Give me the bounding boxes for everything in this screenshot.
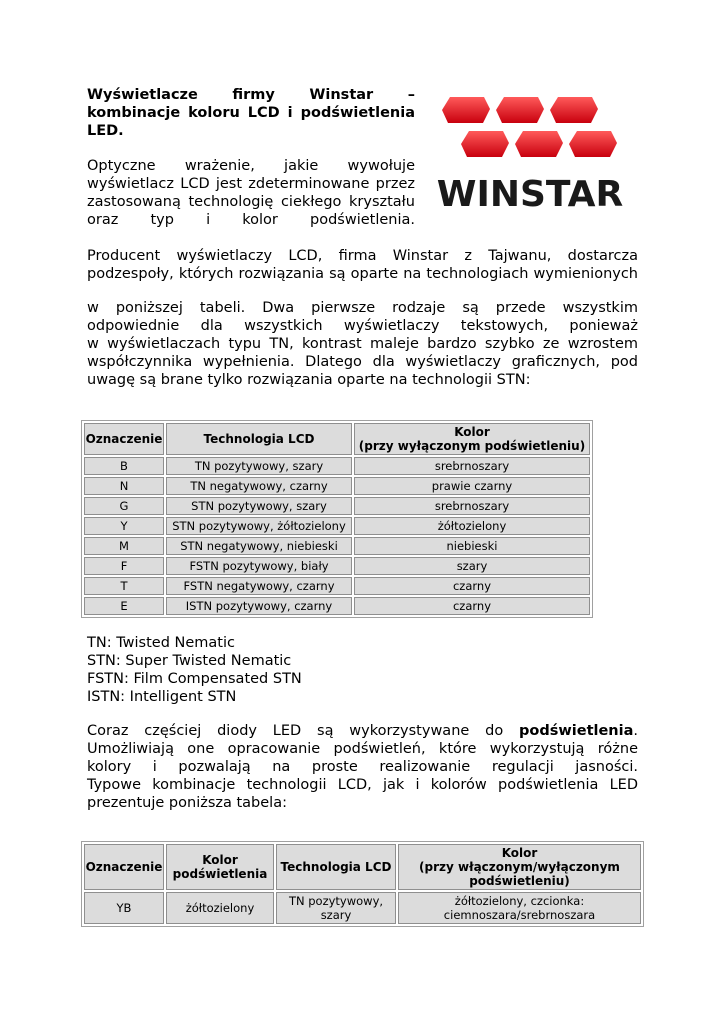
logo-diamond	[496, 97, 544, 123]
cell-line: szary	[320, 908, 352, 922]
abbreviation-item: TN: Twisted Nematic	[87, 635, 235, 651]
col-header-designation: Oznaczenie	[84, 844, 164, 890]
cell-line: TN pozytywowy,	[288, 894, 384, 908]
cell-technology	[276, 892, 396, 924]
text-fragment: .	[633, 723, 638, 739]
table-row	[84, 497, 590, 515]
logo-diamond	[461, 131, 509, 157]
table-row	[84, 537, 590, 555]
table-header-row	[84, 844, 641, 890]
abbreviation-item: FSTN: Film Compensated STN	[87, 671, 302, 687]
intro-paragraph: Optyczne wrażenie, jakie wywołuje wyświetlacz LCD jest zdeterminowane przez zastosowaną technologię ciekłego kryształu oraz typ i kolor podświetlenia.	[87, 158, 415, 228]
paragraph-technologies	[87, 299, 638, 389]
col-header-technology: Technologia LCD	[166, 423, 352, 455]
col-header-technology: Technologia LCD	[276, 844, 396, 890]
cell-technology: STN negatywowy, niebieski	[166, 537, 352, 555]
text-line: w poniższej tabeli. Dwa pierwsze rodzaje są przede wszystkim	[87, 300, 638, 316]
logo-diamond	[550, 97, 598, 123]
text-line: kolory i pozwalają na proste realizowanie regulacji jasności.	[87, 759, 638, 775]
logo-wordmark: WINSTAR	[436, 174, 624, 212]
logo-diamond	[569, 131, 617, 157]
col-header-color-line2: (przy wyłączonym podświetleniu)	[358, 439, 586, 453]
abbreviation-item: ISTN: Intelligent STN	[87, 689, 237, 705]
abbreviation-list	[87, 634, 302, 706]
header-line: Kolor	[202, 853, 238, 867]
cell-designation: B	[84, 457, 164, 475]
text-line: prezentuje poniższa tabela:	[87, 795, 287, 811]
header-line: (przy włączonym/wyłączonym	[419, 860, 620, 874]
cell-color: prawie czarny	[354, 477, 590, 495]
cell-backlight-color: żółtozielony	[166, 892, 274, 924]
text-fragment: Coraz częściej diody LED są wykorzystywane do	[87, 723, 520, 739]
col-header-color-line1: Kolor	[454, 425, 490, 439]
table-row	[84, 577, 590, 595]
cell-color	[398, 892, 641, 924]
text-line: Producent wyświetlaczy LCD, firma Winstar z Tajwanu, dostarcza	[87, 248, 638, 264]
cell-designation: YB	[84, 892, 164, 924]
cell-designation: F	[84, 557, 164, 575]
bold-term: podświetlenia	[519, 723, 634, 739]
text-line: uwagę są brane tylko rozwiązania oparte na technologii STN:	[87, 372, 531, 388]
header-line: podświetleniu)	[469, 874, 570, 888]
cell-technology: ISTN pozytywowy, czarny	[166, 597, 352, 615]
cell-technology: TN pozytywowy, szary	[166, 457, 352, 475]
table-row	[84, 557, 590, 575]
paragraph-producer	[87, 247, 638, 283]
text-line: Umożliwiają one opracowanie podświetleń, które wykorzystują różne	[87, 741, 638, 757]
text-line: odpowiednie dla wszystkich wyświetlaczy tekstowych, ponieważ	[87, 318, 638, 334]
cell-designation: G	[84, 497, 164, 515]
winstar-logo	[428, 88, 632, 212]
cell-designation: T	[84, 577, 164, 595]
cell-color: srebrnoszary	[354, 457, 590, 475]
cell-color: srebrnoszary	[354, 497, 590, 515]
logo-diamond	[515, 131, 563, 157]
cell-technology: STN pozytywowy, żółtozielony	[166, 517, 352, 535]
cell-technology: FSTN pozytywowy, biały	[166, 557, 352, 575]
table-row	[84, 892, 641, 924]
logo-diamonds	[442, 97, 617, 157]
logo-diamond	[442, 97, 490, 123]
cell-technology: FSTN negatywowy, czarny	[166, 577, 352, 595]
cell-designation: M	[84, 537, 164, 555]
text-line: w wyświetlaczach typu TN, kontrast maleje bardzo szybko ze wzrostem	[87, 336, 638, 352]
abbreviation-item: STN: Super Twisted Nematic	[87, 653, 292, 669]
header-line: podświetlenia	[172, 867, 268, 881]
table-row	[84, 517, 590, 535]
cell-designation: E	[84, 597, 164, 615]
lcd-technology-table	[81, 420, 593, 618]
cell-color: żółtozielony	[354, 517, 590, 535]
col-header-color	[398, 844, 641, 890]
cell-technology: TN negatywowy, czarny	[166, 477, 352, 495]
cell-color: czarny	[354, 597, 590, 615]
document-title: Wyświetlacze firmy Winstar – kombinacje koloru LCD i podświetlenia LED.	[87, 87, 415, 139]
cell-color: niebieski	[354, 537, 590, 555]
col-header-color	[354, 423, 590, 455]
col-header-designation: Oznaczenie	[84, 423, 164, 455]
table-row	[84, 477, 590, 495]
table-header-row	[84, 423, 590, 455]
text-line: Typowe kombinacje technologii LCD, jak i kolorów podświetlenia LED	[87, 777, 638, 793]
led-combination-table	[81, 841, 644, 927]
col-header-backlight-color	[166, 844, 274, 890]
cell-color: szary	[354, 557, 590, 575]
cell-line: żółtozielony, czcionka:	[454, 894, 585, 908]
text-line: współczynnika wypełnienia. Dlatego dla wyświetlaczy graficznych, pod	[87, 354, 638, 370]
cell-technology: STN pozytywowy, szary	[166, 497, 352, 515]
table-row	[84, 597, 590, 615]
cell-designation: N	[84, 477, 164, 495]
table-row	[84, 457, 590, 475]
cell-line: ciemnoszara/srebrnoszara	[443, 908, 596, 922]
paragraph-led-backlight	[87, 722, 638, 812]
header-line: Kolor	[501, 846, 538, 860]
cell-designation: Y	[84, 517, 164, 535]
text-line	[87, 722, 638, 740]
cell-color: czarny	[354, 577, 590, 595]
text-line: podzespoły, których rozwiązania są oparte na technologiach wymienionych	[87, 266, 638, 282]
